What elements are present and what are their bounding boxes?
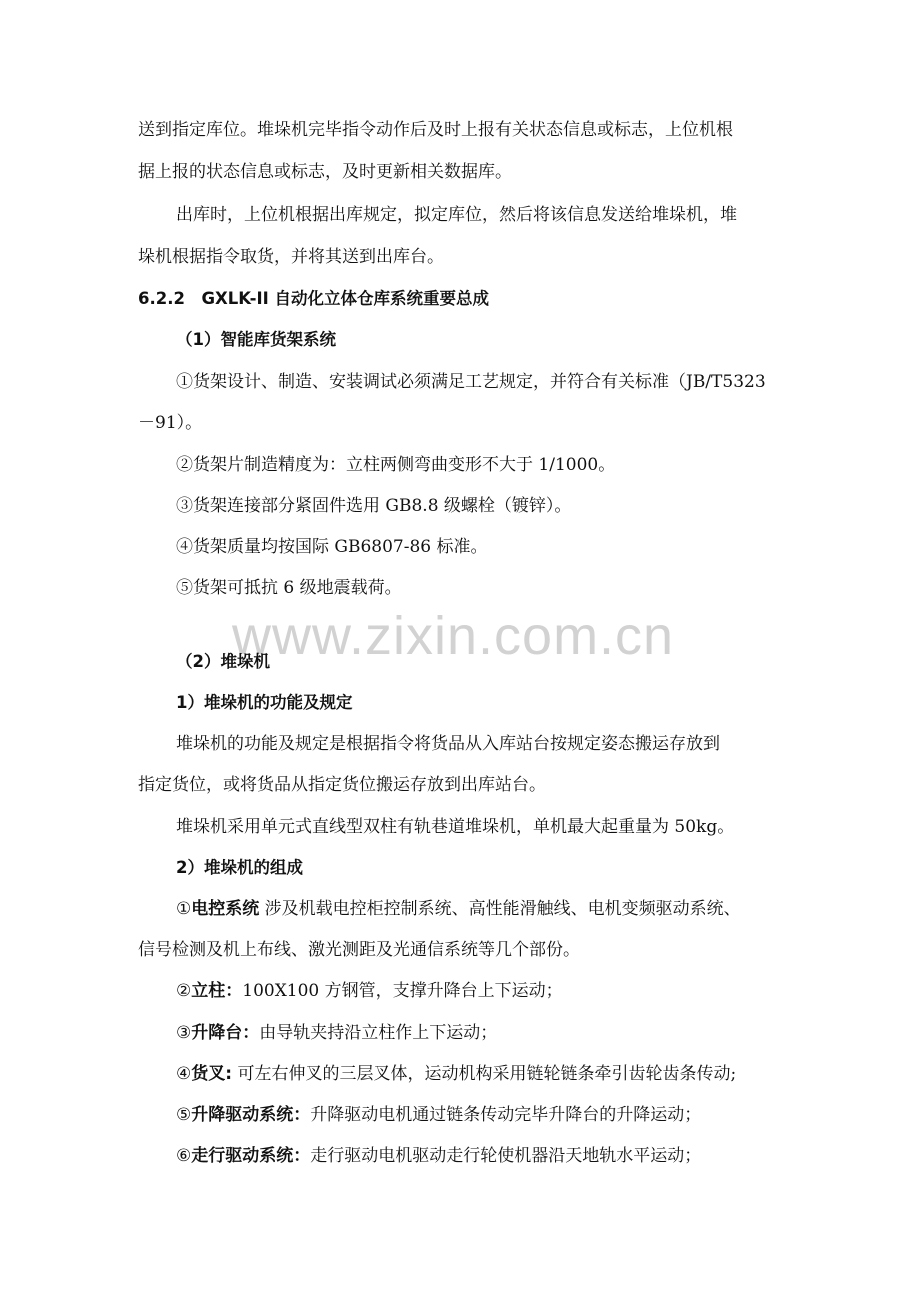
subsection-heading: 1）堆垛机的功能及规定: [176, 693, 353, 712]
body-paragraph-line: 堆垛机的功能及规定是根据指令将货品从入库站台按规定姿态搬运存放到: [176, 734, 720, 754]
item-number: ②: [176, 981, 192, 1001]
body-paragraph-line: 堆垛机采用单元式直线型双柱有轨巷道堆垛机，单机最大起重量为 50kg。: [176, 817, 735, 837]
subsection-heading: 2）堆垛机的组成: [176, 858, 303, 877]
list-item: [176, 1062, 736, 1086]
item-label: 走行驱动系统：: [191, 1146, 311, 1166]
item-number: ①: [176, 899, 192, 919]
item-text: 升降驱动电机通过链条传动完毕升降台的升降运动；: [310, 1105, 702, 1125]
item-number: ⑤: [176, 1105, 192, 1125]
list-item: [176, 979, 563, 1003]
list-item-continuation: －91）。: [138, 413, 203, 433]
list-item: ③货架连接部分紧固件选用 GB8.8 级螺栓（镀锌）。: [176, 496, 572, 516]
item-text: 可左右伸叉的三层叉体，运动机构采用链轮链条牵引齿轮齿条传动;: [232, 1064, 737, 1084]
list-item: ①货架设计、制造、安装调试必须满足工艺规定，并符合有关标准（JB/T5323: [176, 372, 766, 392]
body-paragraph-line: 垛机根据指令取货，并将其送到出库台。: [138, 247, 444, 267]
body-paragraph-line: 出库时，上位机根据出库规定，拟定库位，然后将该信息发送给堆垛机，堆: [176, 205, 737, 225]
item-text: 涉及机载电控柜控制系统、高性能滑触线、电机变频驱动系统、: [259, 899, 741, 919]
list-item: ⑤货架可抵抗 6 级地震载荷。: [176, 578, 402, 598]
list-item: [176, 1144, 701, 1168]
item-label: 电控系统: [191, 899, 260, 919]
body-paragraph-line: 据上报的状态信息或标志，及时更新相关数据库。: [138, 162, 512, 182]
subsection-heading: （1）智能库货架系统: [176, 330, 336, 349]
list-item: [176, 1103, 701, 1127]
body-paragraph-line: 送到指定库位。堆垛机完毕指令动作后及时上报有关状态信息或标志，上位机根: [138, 120, 733, 140]
list-item: [176, 897, 741, 921]
item-text: 走行驱动电机驱动走行轮使机器沿天地轨水平运动；: [310, 1146, 702, 1166]
list-item-continuation: 信号检测及机上布线、激光测距及光通信系统等几个部份。: [138, 940, 580, 960]
item-text: 由导轨夹持沿立柱作上下运动；: [259, 1023, 498, 1043]
item-label: 货叉:: [191, 1064, 233, 1084]
item-label: 立柱：: [191, 981, 243, 1001]
item-label: 升降驱动系统：: [191, 1105, 311, 1125]
list-item: ④货架质量均按国际 GB6807-86 标准。: [176, 537, 488, 557]
list-item: ②货架片制造精度为：立柱两侧弯曲变形不大于 1/1000。: [176, 455, 616, 475]
item-label: 升降台：: [191, 1023, 260, 1043]
body-paragraph-line: 指定货位，或将货品从指定货位搬运存放到出库站台。: [138, 775, 546, 795]
watermark: www.zixin.com.cn: [232, 606, 675, 666]
list-item: [176, 1021, 497, 1045]
item-number: ⑥: [176, 1146, 192, 1166]
item-text: 100X100 方钢管，支撑升降台上下运动；: [242, 981, 563, 1001]
item-number: ④: [176, 1064, 192, 1084]
subsection-heading: （2）堆垛机: [176, 652, 270, 671]
item-number: ③: [176, 1023, 192, 1043]
section-heading: 6.2.2 GXLK-II 自动化立体仓库系统重要总成: [138, 289, 489, 308]
